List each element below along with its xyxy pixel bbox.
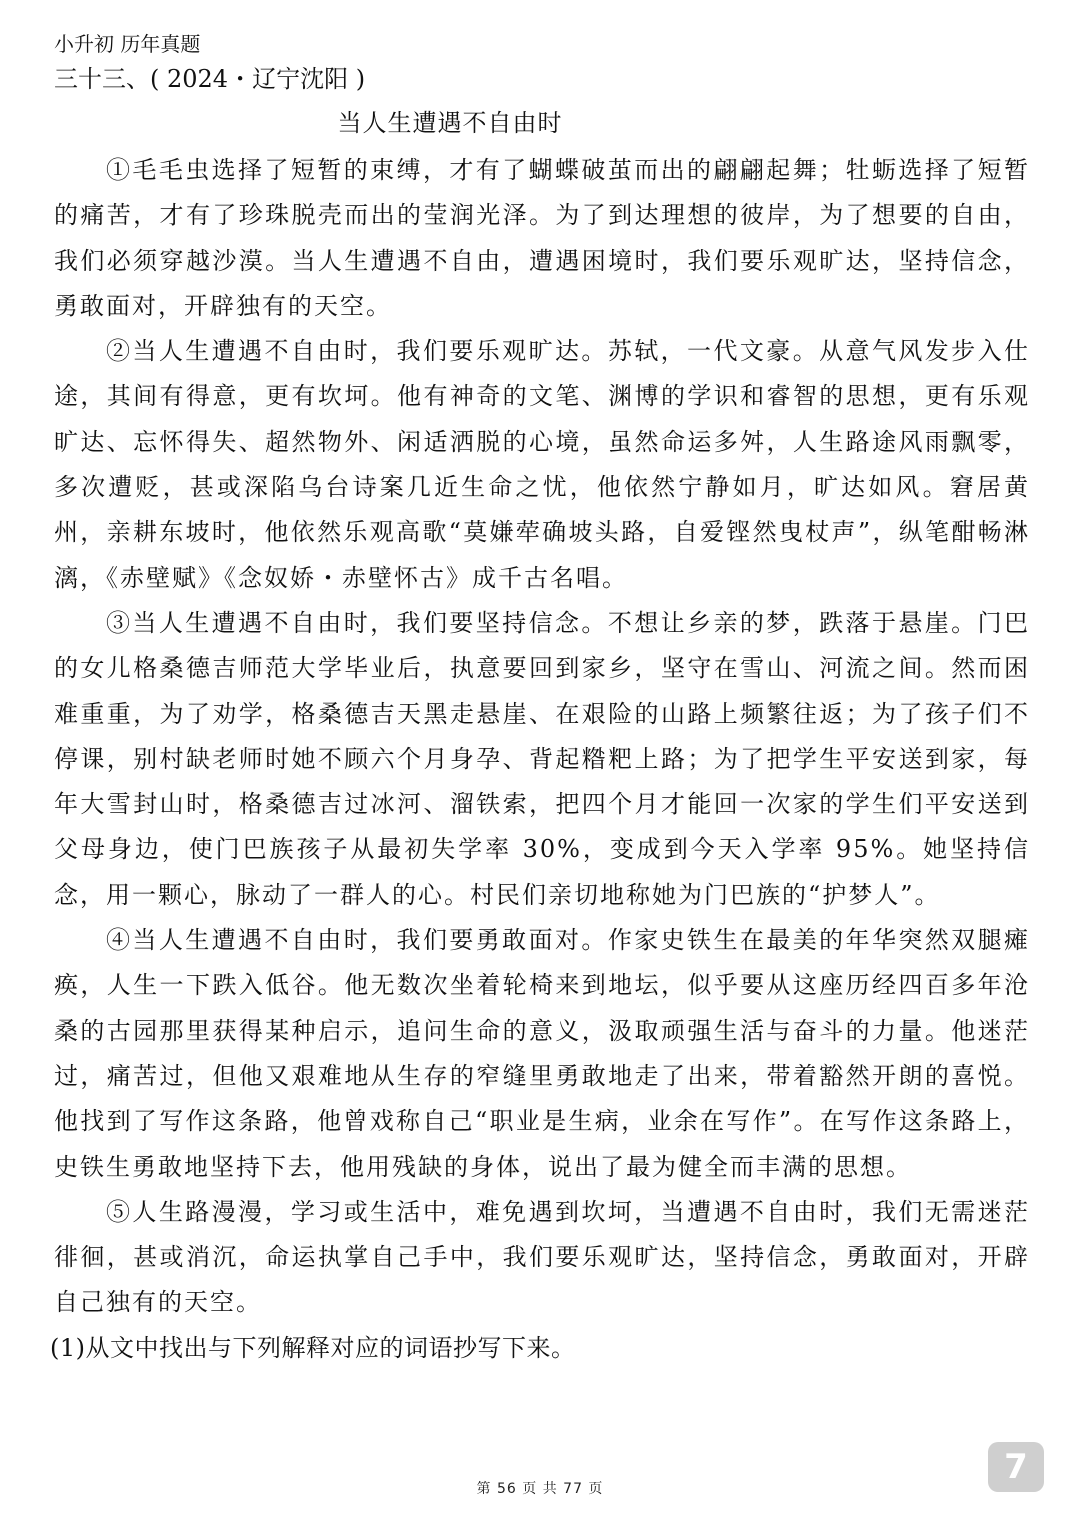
article-body [50, 148, 1030, 1371]
paragraph-4: ④当人生遭遇不自由时，我们要勇敢面对。作家史铁生在最美的年华突然双腿瘫痪，人生一下跌入低谷。他无数次坐着轮椅来到地坛，似乎要从这座历经四百多年沧桑的古园那里获得某种启示，追问生命的意义，汲取顽强生活与奋斗的力量。他迷茫过，痛苦过，但他又艰难地从生存的窄缝里勇敢地走了出来，带着豁然开朗的喜悦。他找到了写作这条路，他曾戏称自己“职业是生病，业余在写作”。在写作这条路上，史铁生勇敢地坚持下去，他用残缺的身体，说出了最为健全而丰满的思想。 [54, 926, 1030, 1181]
paragraph-2: ②当人生遭遇不自由时，我们要乐观旷达。苏轼，一代文豪。从意气风发步入仕途，其间有得意，更有坎坷。他有神奇的文笔、渊博的学识和睿智的思想，更有乐观旷达、忘怀得失、超然物外、闲适洒脱的心境，虽然命运多舛，人生路途风雨飘零，多次遭贬，甚或深陷乌台诗案几近生命之忧，他依然宁静如月，旷达如风。窘居黄州，亲耕东坡时，他依然乐观高歌“莫嫌荦确坡头路，自爱铿然曳杖声”，纵笔酣畅淋漓，《赤壁赋》《念奴娇・赤壁怀古》成千古名唱。 [54, 337, 1030, 592]
question-number: 三十三、( 2024・辽宁沈阳 ) [54, 65, 366, 93]
question-prompt: (1)从文中找出与下列解释对应的词语抄写下来。 [50, 1333, 576, 1362]
page-badge: 7 [988, 1442, 1044, 1492]
paragraph-3: ③当人生遭遇不自由时，我们要坚持信念。不想让乡亲的梦，跌落于悬崖。门巴的女儿格桑德吉师范大学毕业后，执意要回到家乡，坚守在雪山、河流之间。然而困难重重，为了劝学，格桑德吉天黑走悬崖、在艰险的山路上频繁往返；为了孩子们不停课，别村缺老师时她不顾六个月身孕、背起糌粑上路；为了把学生平安送到家，每年大雪封山时，格桑德吉过冰河、溜铁索，把四个月才能回一次家的学生们平安送到父母身边，使门巴族孩子从最初失学率 30%，变成到今天入学率 95%。她坚持信念，用一颗心，脉动了一群人的心。村民们亲切地称她为门巴族的“护梦人”。 [54, 608, 1030, 909]
page-footer: 第 56 页 共 77 页 [476, 1481, 604, 1497]
header-label: 小升初 历年真题 [54, 32, 201, 56]
article-title: 当人生遭遇不自由时 [337, 109, 563, 137]
paragraph-5: ⑤人生路漫漫，学习或生活中，难免遇到坎坷，当遭遇不自由时，我们无需迷茫徘徊，甚或消沉，命运执掌自己手中，我们要乐观旷达，坚持信念，勇敢面对，开辟自己独有的天空。 [54, 1197, 1030, 1317]
paragraph-1: ①毛毛虫选择了短暂的束缚，才有了蝴蝶破茧而出的翩翩起舞；牡蛎选择了短暂的痛苦，才有了珍珠脱壳而出的莹润光泽。为了到达理想的彼岸，为了想要的自由，我们必须穿越沙漠。当人生遭遇不自由，遭遇困境时，我们要乐观旷达，坚持信念，勇敢面对，开辟独有的天空。 [54, 156, 1030, 320]
